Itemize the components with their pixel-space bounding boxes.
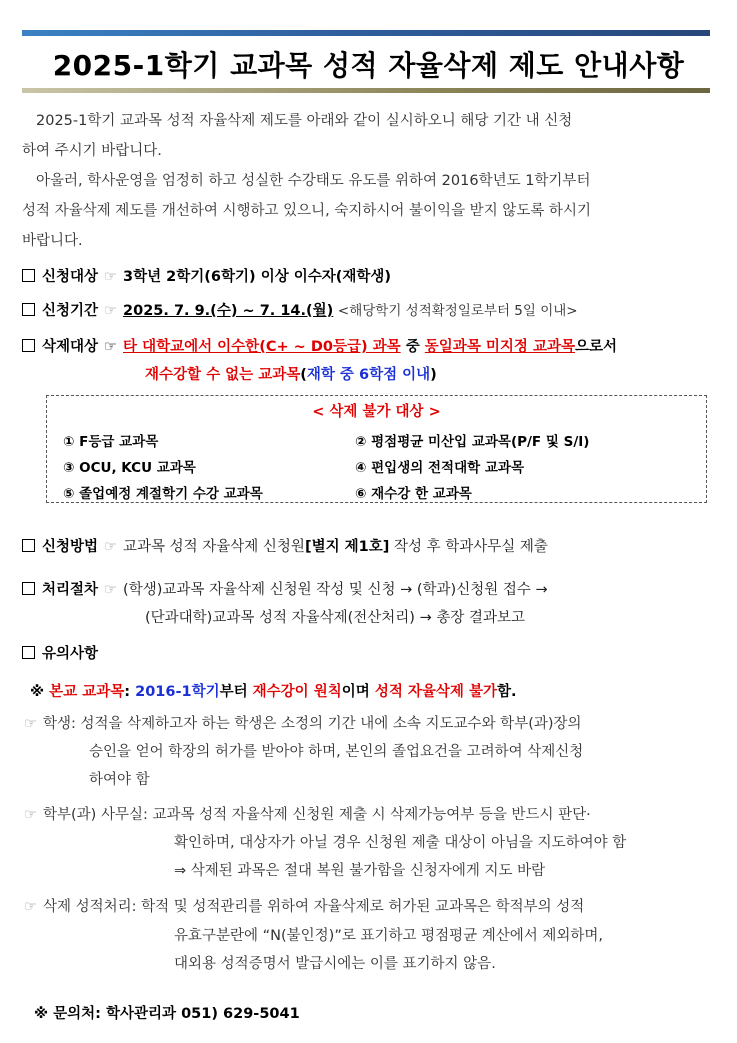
method-text-2: [별지 제1호] — [304, 539, 390, 555]
checkbox-square-icon — [22, 646, 35, 659]
intro-p1-line2: 하여 주시기 바랍니다. — [22, 143, 162, 159]
note-grade-processing — [24, 895, 584, 916]
section-period — [22, 299, 578, 320]
deletion-label: 삭제대상 — [42, 339, 99, 355]
grade-line-3: 대외용 성적증명서 발급시에는 이를 표기하지 않음. — [174, 956, 496, 972]
deletion-line-2 — [145, 363, 437, 384]
deletion-text-2: 중 — [400, 339, 425, 355]
excluded-header: < 삭제 불가 대상 > — [312, 404, 441, 420]
excluded-item: ④ 편입생의 전적대학 교과목 — [355, 460, 524, 476]
section-process — [22, 578, 548, 599]
period-value: 2025. 7. 9.(수) ~ 7. 14.(월) — [123, 303, 334, 319]
warn-text-4: 부터 — [219, 684, 253, 700]
pointing-hand-icon: ☞ — [24, 716, 37, 732]
excluded-item: ⑤ 졸업예정 계절학기 수강 교과목 — [63, 486, 263, 502]
student-line-3: 하여야 함 — [89, 772, 150, 788]
process-line-1: (학생)교과목 자율삭제 신청원 작성 및 신청 → (학과)신청원 접수 → — [123, 582, 548, 598]
target-value: 3학년 2학기(6학기) 이상 이수자(재학생) — [123, 269, 392, 285]
deletion-text-4: 으로서 — [574, 339, 617, 355]
office-line-2: 확인하며, 대상자가 아닐 경우 신청원 제출 대상이 아님을 지도하여야 함 — [174, 835, 627, 851]
office-line-3: ⇒ 삭제된 과목은 절대 복원 불가함을 신청자에게 지도 바람 — [174, 863, 546, 879]
pointing-hand-icon: ☞ — [104, 582, 118, 598]
checkbox-square-icon — [22, 303, 35, 316]
process-label: 처리절차 — [42, 582, 99, 598]
grade-line-2: 유효구분란에 “N(불인정)”로 표기하고 평점평균 계산에서 제외하며, — [174, 928, 604, 944]
checkbox-square-icon — [22, 582, 35, 595]
pointing-hand-icon: ☞ — [104, 339, 118, 355]
intro-p2-line2: 성적 자율삭제 제도를 개선하여 시행하고 있으니, 숙지하시어 불이익을 받지 않도록 하시기 — [22, 203, 591, 219]
checkbox-square-icon — [22, 339, 35, 352]
section-target — [22, 265, 391, 286]
section-method — [22, 535, 548, 556]
title-bar-top — [22, 30, 710, 36]
checkbox-square-icon — [22, 539, 35, 552]
reference-mark-icon: ※ — [30, 684, 45, 700]
warn-text-2: : — [124, 684, 136, 700]
target-label: 신청대상 — [42, 269, 99, 285]
pointing-hand-icon: ☞ — [24, 807, 37, 823]
method-label: 신청방법 — [42, 539, 99, 555]
intro-p2-line1: 아울러, 학사운영을 엄정히 하고 성실한 수강태도 유도를 위하여 2016학년도 1학기부터 — [36, 173, 591, 189]
grade-label: 삭제 성적처리: — [43, 899, 137, 915]
page-title: 2025-1학기 교과목 성적 자율삭제 제도 안내사항 — [52, 49, 685, 82]
deletion-text-5: 재수강할 수 없는 교과목 — [145, 367, 301, 383]
warn-text-5: 재수강이 원칙 — [252, 684, 342, 700]
office-line-1: 교과목 성적 자율삭제 신청원 제출 시 삭제가능여부 등을 반드시 판단· — [152, 807, 591, 823]
period-label: 신청기간 — [42, 303, 99, 319]
title-bar-bottom — [22, 88, 710, 93]
deletion-text-7: 재학 중 6학점 이내 — [306, 367, 431, 383]
deletion-text-3: 동일과목 미지정 교과목 — [424, 339, 575, 355]
excluded-item: ⑥ 재수강 한 교과목 — [355, 486, 472, 502]
warn-text-1: 본교 교과목 — [44, 684, 125, 700]
note-office — [24, 803, 591, 824]
office-label: 학부(과) 사무실: — [43, 807, 148, 823]
method-text-1: 교과목 성적 자율삭제 신청원 — [123, 539, 305, 555]
checkbox-square-icon — [22, 269, 35, 282]
intro-p2-line3: 바랍니다. — [22, 233, 83, 249]
pointing-hand-icon: ☞ — [104, 539, 118, 555]
excluded-item: ① F등급 교과목 — [63, 434, 159, 450]
section-deletion — [22, 335, 617, 356]
intro-p1-line1: 2025-1학기 교과목 성적 자율삭제 제도를 아래와 같이 실시하오니 해당 기간 내 신청 — [36, 113, 573, 129]
student-line-1: 성적을 삭제하고자 하는 학생은 소정의 기간 내에 소속 지도교수와 학부(과)장의 — [80, 716, 582, 732]
warn-text-3: 2016-1학기 — [135, 684, 220, 700]
warn-text-8: 함. — [496, 684, 517, 700]
grade-line-1: 학적 및 성적관리를 위하여 자율삭제로 허가된 교과목은 학적부의 성적 — [141, 899, 585, 915]
pointing-hand-icon: ☞ — [24, 899, 37, 915]
warn-text-7: 성적 자율삭제 불가 — [374, 684, 497, 700]
intro-text — [22, 106, 712, 256]
process-line-2: (단과대학)교과목 성적 자율삭제(전산처리) → 총장 결과보고 — [145, 610, 525, 626]
section-notes — [22, 642, 98, 663]
deletion-text-8: ) — [430, 367, 437, 383]
contact-info: ※ 문의처: 학사관리과 051) 629-5041 — [34, 1006, 300, 1022]
notes-warning — [30, 680, 516, 701]
excluded-item: ③ OCU, KCU 교과목 — [63, 460, 196, 476]
warn-text-6: 이며 — [341, 684, 375, 700]
excluded-item: ② 평점평균 미산입 교과목(P/F 및 S/I) — [355, 434, 590, 450]
notes-label: 유의사항 — [42, 646, 99, 662]
student-label: 학생: — [43, 716, 76, 732]
pointing-hand-icon: ☞ — [104, 269, 118, 285]
deletion-text-1: 타 대학교에서 이수한(C+ ~ D0등급) 과목 — [123, 339, 401, 355]
pointing-hand-icon: ☞ — [104, 303, 118, 319]
note-student — [24, 712, 582, 733]
period-note: <해당학기 성적확정일로부터 5일 이내> — [337, 303, 578, 319]
deletion-text-6: ( — [300, 367, 307, 383]
method-text-3: 작성 후 학과사무실 제출 — [389, 539, 548, 555]
excluded-box — [46, 395, 707, 503]
student-line-2: 승인을 얻어 학장의 허가를 받아야 하며, 본인의 졸업요건을 고려하여 삭제신청 — [89, 744, 584, 760]
